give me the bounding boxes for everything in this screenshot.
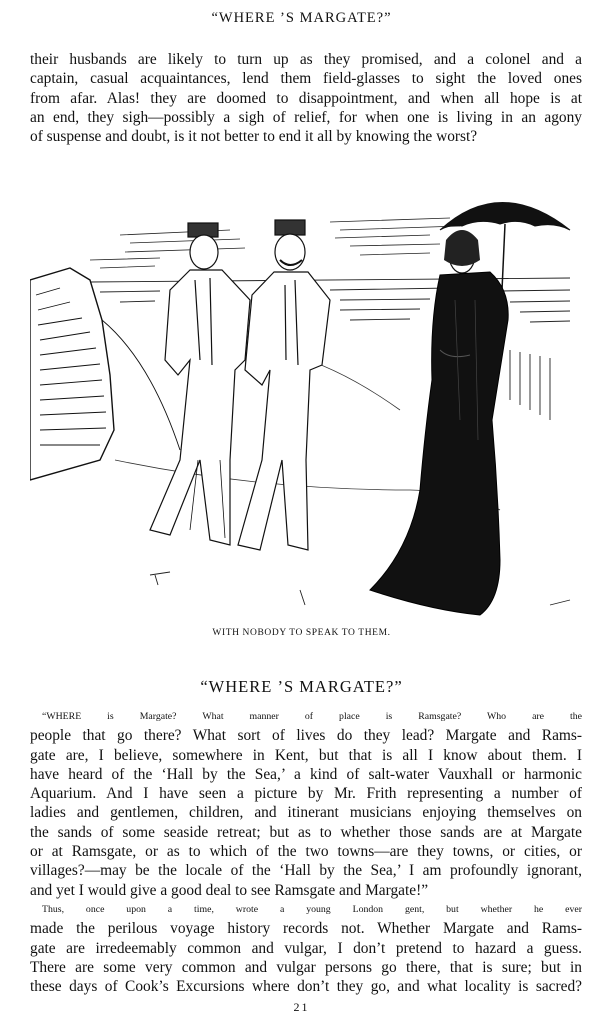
top-paragraph	[30, 50, 582, 146]
body-paragraph-1	[30, 707, 582, 900]
man-right-figure	[238, 220, 330, 550]
text-line: “WHERE is Margate? What manner of place is Ramsgate? Who are the	[42, 711, 582, 722]
text-line: an end, they sigh—possibly a sigh of relief, for when one is living in an agony	[30, 108, 582, 126]
text-line: of suspense and doubt, is it not better to end it all by knowing the worst?	[30, 128, 478, 146]
text-line: the sands of some seaside retreat; but as to whether those sands are at Margate	[30, 823, 582, 841]
text-line: Thus, once upon a time, wrote a young London gent, but whether he ever	[42, 904, 582, 915]
illustration-caption: WITH NOBODY TO SPEAK TO THEM.	[212, 628, 391, 638]
text-line: their husbands are likely to turn up as they promised, and a colonel and a	[30, 51, 582, 68]
text-line: from afar. Alas! they are doomed to disappointment, and when all hope is at	[30, 89, 582, 107]
body-paragraph-2	[30, 900, 582, 996]
text-line: or at Ramsgate, or as to which of the two towns—are they towns, or cities, or	[30, 843, 582, 861]
railings	[510, 350, 550, 420]
text-line: Aquarium. And I have seen a picture by Mr. Frith representing a number of	[30, 785, 582, 803]
text-line: villages?—may be the locale of the ‘Hall by the Sea,’ I am profoundly ignorant,	[30, 862, 582, 880]
text-line: people that go there? What sort of lives do they lead? Margate and Rams-	[30, 727, 582, 745]
text-line: made the perilous voyage history records not. Whether Margate and Rams-	[30, 920, 582, 938]
section-heading: “WHERE ’S MARGATE?”	[200, 677, 403, 696]
page-number: 21	[293, 1000, 310, 1014]
text-line: ladies and gentlemen, children, and itinerant musicians enjoying themselves on	[30, 804, 582, 822]
text-line: captain, casual acquaintances, lend them field-glasses to sight the loved ones	[30, 70, 582, 88]
ground-marks	[150, 572, 570, 605]
text-line: these days of Cook’s Excursions where don’t they go, and what locality is sacred?	[30, 978, 582, 996]
text-line: gate are irredeemably common and vulgar, I don’t pretend to hazard a guess.	[30, 939, 582, 957]
man-left-figure	[150, 223, 250, 545]
text-line: gate are, I believe, somewhere in Kent, but that is all I know about them. I	[30, 746, 582, 764]
engraving-illustration	[30, 160, 590, 625]
sea-wall	[30, 268, 180, 480]
text-line: and yet I would give a good deal to see Ramsgate and Margate!”	[30, 881, 429, 899]
running-head: “WHERE ’S MARGATE?”	[211, 10, 392, 26]
text-line: There are some very common and vulgar persons go there, that is sure; but in	[30, 958, 582, 976]
text-line: have heard of the ‘Hall by the Sea,’ a kind of salt-water Vauxhall or harmonic	[30, 765, 582, 783]
